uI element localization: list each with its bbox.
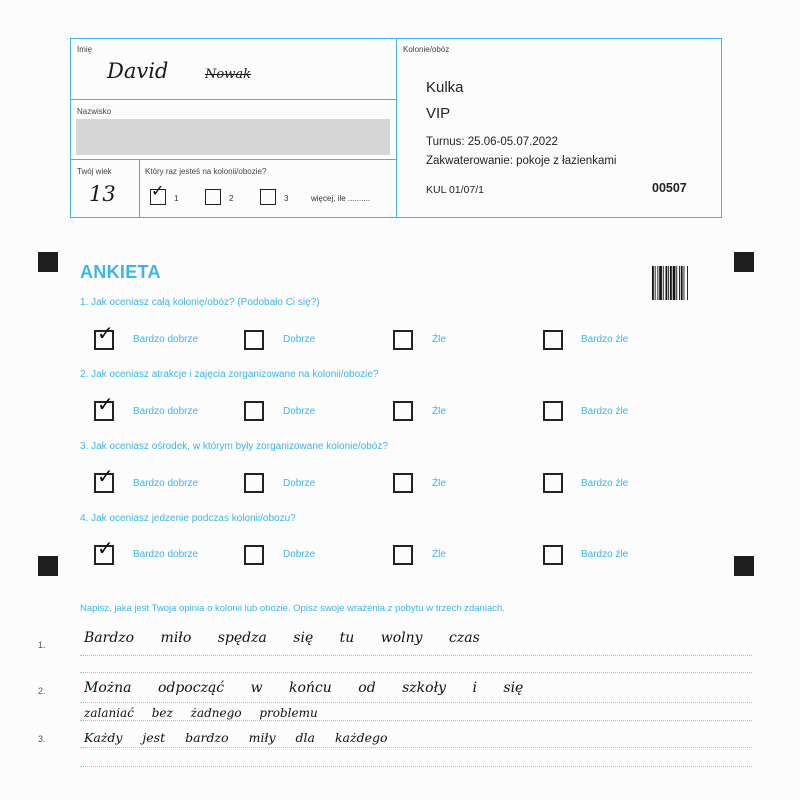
q3-bardzo-zle-checkbox[interactable] — [543, 473, 563, 493]
camp-name: Kulka — [426, 79, 464, 96]
q1-bardzo-zle-checkbox[interactable] — [543, 330, 563, 350]
registration-marker — [38, 556, 58, 576]
camp-type: VIP — [426, 105, 451, 122]
ktory-raz-label: Który raz jesteś na kolonii/obozie? — [145, 167, 267, 176]
dotted-line — [80, 766, 752, 767]
q4-bardzo-dobrze-checkbox[interactable] — [94, 536, 114, 565]
line-number-3: 3. — [38, 734, 46, 744]
divider — [71, 99, 396, 100]
divider — [71, 159, 396, 160]
dotted-line — [80, 655, 752, 656]
imie-value: David — [107, 59, 169, 83]
dotted-line — [80, 672, 752, 673]
zakwaterowanie: Zakwaterowanie: pokoje z łazienkami — [426, 155, 617, 167]
q1-dobrze-checkbox[interactable] — [244, 330, 264, 350]
q1-bardzo-dobrze-checkbox[interactable] — [94, 321, 114, 350]
q2-dobrze-checkbox[interactable] — [244, 401, 264, 421]
registration-marker — [734, 556, 754, 576]
opinion-prompt: Napisz, jaka jest Twoja opinia o kolonii lub obozie. Opisz swoje wrażenia z pobytu w trzech zdaniach. — [80, 603, 505, 614]
answer-line-1[interactable]: Bardzo miło spędza się tu wolny czas — [84, 630, 480, 646]
registration-marker — [38, 252, 58, 272]
question-4: 4. Jak oceniasz jedzenie podczas kolonii/obozu? — [80, 513, 296, 524]
question-1: 1. Jak oceniasz całą kolonię/obóz? (Podobało Ci się?) — [80, 297, 320, 308]
times-option-3: 3 — [284, 194, 289, 203]
times-checkbox-2[interactable] — [205, 189, 221, 205]
q4-zle-checkbox[interactable] — [393, 545, 413, 565]
q2-zle-label: Źle — [432, 406, 446, 417]
camp-code: KUL 01/07/1 — [426, 184, 484, 196]
times-option-1: 1 — [174, 194, 179, 203]
check-mark-icon: ✓ — [97, 536, 114, 560]
wiek-label: Twój wiek — [77, 167, 112, 176]
barcode — [652, 266, 704, 300]
times-option-2: 2 — [229, 194, 234, 203]
answer-line-2-continued[interactable]: zalaniać bez żadnego problemu — [84, 706, 318, 720]
line-number-2: 2. — [38, 686, 46, 696]
dotted-line — [80, 720, 752, 721]
q4-bardzo-zle-checkbox[interactable] — [543, 545, 563, 565]
question-2: 2. Jak oceniasz atrakcje i zajęcia zorganizowane na kolonii/obozie? — [80, 369, 379, 380]
q3-bardzo-dobrze-checkbox[interactable] — [94, 464, 114, 493]
nazwisko-label: Nazwisko — [77, 107, 112, 116]
q1-bardzo-zle-label: Bardzo źle — [581, 334, 629, 345]
q4-bardzo-dobrze-label: Bardzo dobrze — [133, 549, 199, 560]
q2-bardzo-zle-label: Bardzo źle — [581, 406, 629, 417]
q4-zle-label: Źle — [432, 549, 446, 560]
q4-bardzo-zle-label: Bardzo źle — [581, 549, 629, 560]
q1-zle-label: Źle — [432, 334, 446, 345]
check-mark-icon: ✓ — [97, 464, 114, 488]
q1-zle-checkbox[interactable] — [393, 330, 413, 350]
imie-label: Imię — [77, 45, 93, 54]
check-mark-icon: ✓ — [97, 321, 114, 345]
q4-dobrze-label: Dobrze — [283, 549, 316, 560]
wiek-value: 13 — [89, 182, 116, 206]
dotted-line — [80, 702, 752, 703]
kolonie-label: Kolonie/obóz — [403, 45, 450, 54]
answer-line-3[interactable]: Każdy jest bardzo miły dla każdego — [84, 730, 388, 745]
check-mark-icon: ✓ — [151, 181, 165, 200]
q2-bardzo-zle-checkbox[interactable] — [543, 401, 563, 421]
form-number: 00507 — [652, 181, 687, 195]
dotted-line — [80, 747, 752, 748]
q2-bardzo-dobrze-label: Bardzo dobrze — [133, 406, 199, 417]
q3-zle-checkbox[interactable] — [393, 473, 413, 493]
divider — [396, 39, 397, 217]
redacted-surname — [76, 119, 390, 155]
q2-bardzo-dobrze-checkbox[interactable] — [94, 392, 114, 421]
q4-dobrze-checkbox[interactable] — [244, 545, 264, 565]
q3-bardzo-zle-label: Bardzo źle — [581, 478, 629, 489]
line-number-1: 1. — [38, 640, 46, 650]
q1-bardzo-dobrze-label: Bardzo dobrze — [133, 334, 199, 345]
q3-dobrze-label: Dobrze — [283, 478, 316, 489]
header-form — [70, 38, 722, 218]
q2-dobrze-label: Dobrze — [283, 406, 316, 417]
q2-zle-checkbox[interactable] — [393, 401, 413, 421]
wiecej-label: więcej, ile .......... — [311, 194, 371, 203]
check-mark-icon: ✓ — [97, 392, 114, 416]
times-checkbox-1[interactable] — [150, 181, 166, 205]
survey-title: ANKIETA — [80, 262, 161, 282]
answer-line-2[interactable]: Można odpocząć w końcu od szkoły i się — [84, 680, 524, 696]
question-3: 3. Jak oceniasz ośrodek, w którym były zorganizowane kolonie/obóz? — [80, 441, 388, 452]
q3-zle-label: Źle — [432, 478, 446, 489]
q3-dobrze-checkbox[interactable] — [244, 473, 264, 493]
divider — [139, 159, 140, 217]
q1-dobrze-label: Dobrze — [283, 334, 316, 345]
times-checkbox-3[interactable] — [260, 189, 276, 205]
imie-struck-text: Nowak — [205, 67, 251, 82]
registration-marker — [734, 252, 754, 272]
q3-bardzo-dobrze-label: Bardzo dobrze — [133, 478, 199, 489]
turnus: Turnus: 25.06-05.07.2022 — [426, 136, 558, 148]
